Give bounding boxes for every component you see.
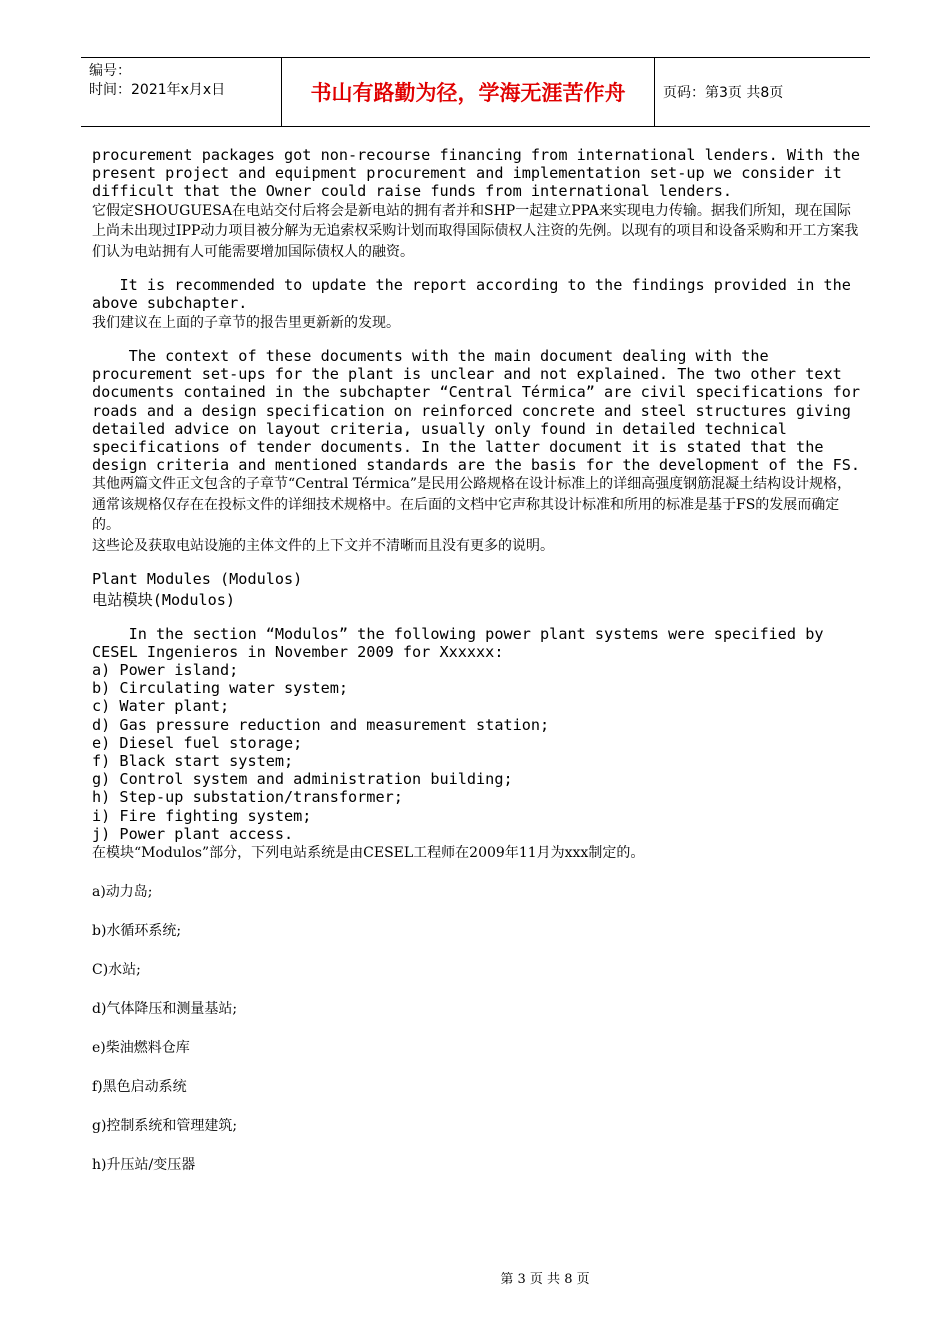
list-item: g) Control system and administration building; [92,770,513,789]
list-item: g)控制系统和管理建筑; [92,1117,238,1134]
list-item: f) Black start system; [92,752,294,771]
list-item: h) Step-up substation/transformer; [92,788,403,807]
paragraph-3-en: The context of these documents with the main document dealing with the procurement set-ups for the plant is unclear and not explained. The two other text documents contained in the subchapter “Central Térmica” are civil specifications for roads and a design specification on reinforced concrete and steel structures giving detailed advice on layout criteria, usually only found in detailed technical specifications of tender documents. In the latter document it is stated that the design criteria and mentioned standards are the basis for the development of the FS. [92,347,870,475]
list-item: e)柴油燃料仓库 [92,1039,190,1056]
list-item: b)水循环系统; [92,922,182,939]
list-item: j) Power plant access. [92,824,294,843]
footer-page-number: 第 3 页 共 8 页 [500,1272,590,1287]
paragraph-4-en: In the section “Modulos” the following power plant systems were specified by CESEL Ingenieros in November 2009 for Xxxxxx: [92,624,833,661]
systems-list-en [92,661,864,843]
time-label: 时间：2021年x月x日 [89,82,226,98]
section-title-cn: 电站模块(Modulos) [92,590,236,609]
systems-list-cn [92,882,864,1175]
number-label: 编号： [89,63,131,79]
paragraph-4-cn: 在模块“Modulos”部分，下列电站系统是由CESEL工程师在2009年11月为xxx制定的。 [92,845,645,862]
paragraph-1-cn: 它假定SHOUGUESA在电站交付后将会是新电站的拥有者并和SHP一起建立PPA来实现电力传输。据我们所知，现在国际上尚未出现过IPP动力项目被分解为无追索权采购计划而取得国际债权人注资的先例。以现有的项目和设备采购和开工方案我们认为电站拥有人可能需要增加国际债权人的融资。 [92,202,859,260]
section-title-en: Plant Modules (Modulos) [92,570,303,589]
list-item: b) Circulating water system; [92,679,349,698]
list-item: h)升压站/变压器 [92,1156,196,1173]
list-item: e) Diesel fuel storage; [92,733,303,752]
list-item: f)黑色启动系统 [92,1078,187,1095]
header-motto: 书山有路勤为径，学海无涯苦作舟 [281,58,655,126]
list-item: a)动力岛; [92,883,153,900]
header-meta [81,58,281,126]
list-item: c) Water plant; [92,697,230,716]
page-header [81,57,870,127]
document-body [92,146,870,1194]
paragraph-3-cn-2: 这些论及获取电站设施的主体文件的上下文并不清晰而且没有更多的说明。 [92,537,554,554]
list-item: a) Power island; [92,661,239,680]
paragraph-2-en: It is recommended to update the report according to the findings provided in the above subchapter. [92,276,861,313]
list-item: i) Fire fighting system; [92,806,312,825]
page-footer [0,1268,950,1287]
list-item: C)水站; [92,961,141,978]
list-item: d) Gas pressure reduction and measurement station; [92,715,550,734]
paragraph-2-cn: 我们建议在上面的子章节的报告里更新新的发现。 [92,314,400,331]
paragraph-3-cn-1: 其他两篇文件正文包含的子章节“Central Térmica”是民用公路规格在设计标准上的详细高强度钢筋混凝土结构设计规格，通常该规格仅存在在投标文件的详细技术规格中。在后面的文档中它声称其设计标准和所用的标准是基于FS的发展而确定的。 [92,476,852,534]
list-item: d)气体降压和测量基站; [92,1000,238,1017]
header-page-label: 页码：第3页 共8页 [663,85,784,101]
paragraph-1-en: procurement packages got non-recourse financing from international lenders. With the present project and equipment procurement and implementation set-up we consider it difficult that the Owner could raise funds from international lenders. [92,146,870,201]
